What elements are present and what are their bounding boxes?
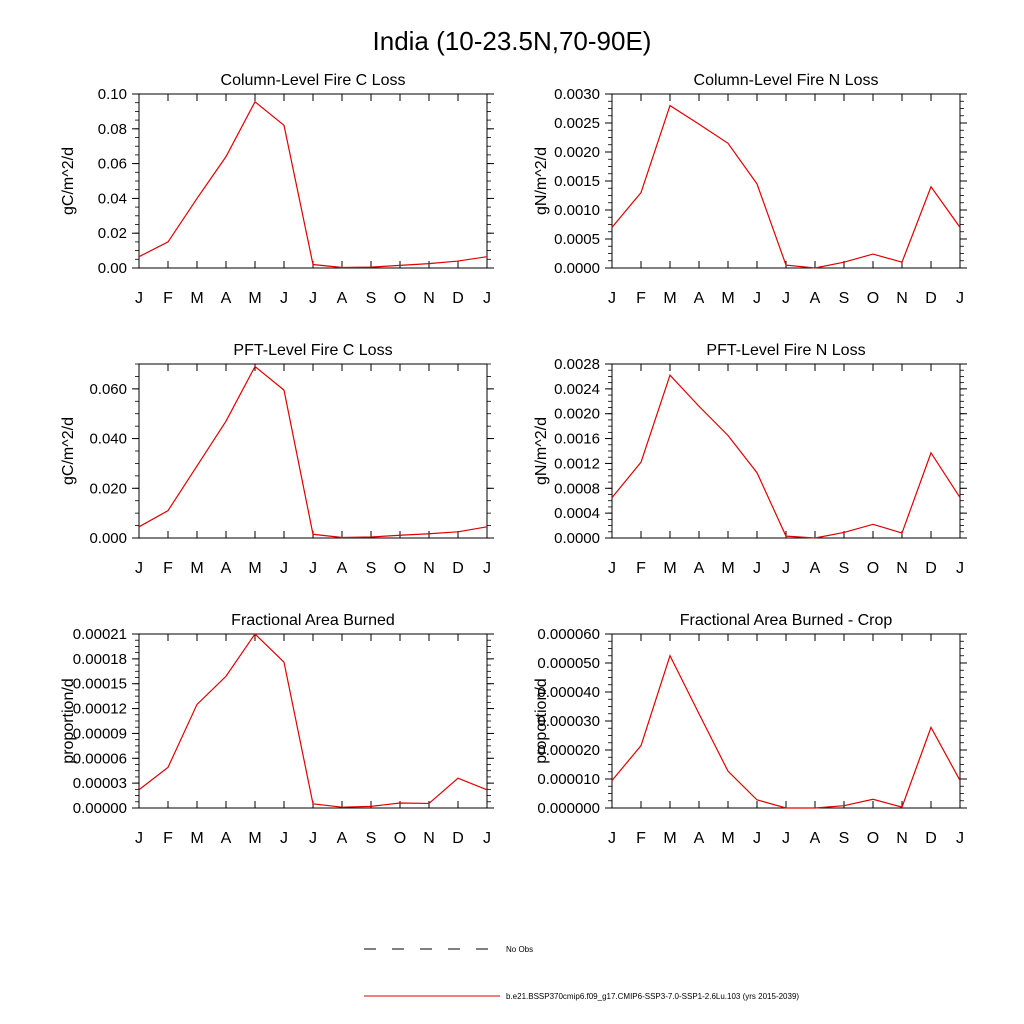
y-tick-label: 0.00012 bbox=[72, 700, 127, 718]
data-point bbox=[843, 804, 846, 807]
panel-1 bbox=[60, 72, 494, 307]
x-tick-label: M bbox=[190, 560, 204, 577]
x-tick-label: O bbox=[393, 560, 407, 577]
data-point bbox=[167, 509, 170, 512]
y-axis-label: proportion/d bbox=[60, 678, 77, 764]
data-point bbox=[196, 464, 199, 467]
data-point bbox=[196, 703, 199, 706]
data-point bbox=[138, 255, 141, 258]
y-tick-label: 0.020 bbox=[89, 480, 127, 498]
x-tick-label: N bbox=[896, 830, 908, 847]
y-tick-label: 0.0010 bbox=[554, 202, 600, 219]
y-axis-label: gN/m^2/d bbox=[533, 417, 550, 485]
panel-title: Fractional Area Burned bbox=[231, 612, 395, 629]
data-point bbox=[872, 798, 875, 801]
x-tick-label: S bbox=[838, 830, 850, 847]
plot-frame bbox=[612, 364, 960, 538]
data-point bbox=[959, 226, 962, 229]
y-tick-label: 0.0008 bbox=[554, 480, 600, 498]
panel-3 bbox=[60, 342, 494, 577]
legend-model-label: b.e21.BSSP370cmip6.f09_g17.CMIP6-SSP3-7.0-SSP1-2.6Lu.103 (yrs 2015-2039) bbox=[506, 992, 800, 1001]
x-tick-label: J bbox=[483, 830, 491, 847]
data-point bbox=[872, 253, 875, 256]
x-tick-label: J bbox=[135, 290, 143, 307]
x-tick-label: J bbox=[956, 830, 964, 847]
data-point bbox=[611, 779, 614, 782]
x-tick-label: J bbox=[135, 830, 143, 847]
y-tick-label: 0.000050 bbox=[537, 655, 600, 672]
data-point bbox=[785, 264, 788, 267]
y-tick-label: 0.00 bbox=[97, 260, 127, 277]
x-tick-label: N bbox=[896, 290, 908, 307]
x-tick-label: J bbox=[280, 560, 288, 577]
x-tick-label: M bbox=[721, 290, 735, 307]
data-point bbox=[225, 675, 228, 678]
panel-6 bbox=[533, 612, 967, 847]
data-point bbox=[698, 405, 701, 408]
x-tick-label: D bbox=[452, 290, 464, 307]
x-tick-label: A bbox=[809, 830, 821, 847]
data-point bbox=[225, 420, 228, 423]
y-tick-label: 0.000000 bbox=[537, 800, 600, 817]
x-tick-label: A bbox=[693, 830, 705, 847]
x-tick-label: J bbox=[782, 290, 790, 307]
x-tick-label: J bbox=[782, 830, 790, 847]
series-line bbox=[612, 106, 960, 268]
data-point bbox=[370, 805, 373, 808]
data-point bbox=[312, 802, 315, 805]
y-tick-label: 0.0020 bbox=[554, 144, 600, 161]
data-point bbox=[640, 461, 643, 464]
plot-frame bbox=[139, 364, 487, 538]
x-tick-label: J bbox=[753, 290, 761, 307]
x-tick-label: S bbox=[365, 560, 377, 577]
x-tick-label: A bbox=[336, 830, 348, 847]
y-tick-label: 0.0020 bbox=[554, 405, 600, 423]
y-axis-label: gN/m^2/d bbox=[533, 147, 550, 215]
x-tick-label: M bbox=[248, 290, 262, 307]
data-point bbox=[814, 267, 817, 270]
figure-title: India (10-23.5N,70-90E) bbox=[372, 26, 652, 56]
x-tick-label: O bbox=[866, 560, 880, 577]
y-tick-label: 0.00018 bbox=[72, 650, 127, 668]
data-point bbox=[727, 434, 730, 437]
data-point bbox=[312, 263, 315, 266]
x-tick-label: F bbox=[636, 290, 646, 307]
data-point bbox=[428, 262, 431, 265]
y-tick-label: 0.000 bbox=[89, 530, 127, 547]
data-point bbox=[457, 777, 460, 780]
data-point bbox=[196, 197, 199, 200]
data-point bbox=[428, 802, 431, 805]
x-tick-label: A bbox=[336, 290, 348, 307]
y-tick-label: 0.0012 bbox=[554, 455, 600, 473]
x-tick-label: D bbox=[452, 560, 464, 577]
data-point bbox=[486, 788, 489, 791]
x-tick-label: F bbox=[636, 560, 646, 577]
y-tick-label: 0.0028 bbox=[554, 356, 600, 373]
data-point bbox=[872, 523, 875, 526]
x-tick-label: D bbox=[925, 830, 937, 847]
x-tick-label: O bbox=[866, 830, 880, 847]
data-point bbox=[312, 533, 315, 536]
panels bbox=[60, 72, 967, 847]
x-tick-label: A bbox=[336, 560, 348, 577]
x-tick-label: J bbox=[608, 830, 616, 847]
y-tick-label: 0.000010 bbox=[537, 771, 600, 788]
plot-frame bbox=[612, 634, 960, 808]
y-axis-label: gC/m^2/d bbox=[60, 147, 77, 215]
data-point bbox=[640, 744, 643, 747]
x-tick-label: J bbox=[753, 560, 761, 577]
plot-frame bbox=[139, 94, 487, 268]
data-point bbox=[814, 807, 817, 810]
data-point bbox=[283, 124, 286, 127]
y-tick-label: 0.0000 bbox=[554, 530, 600, 547]
y-tick-label: 0.04 bbox=[97, 190, 127, 208]
data-point bbox=[843, 261, 846, 264]
y-tick-label: 0.0005 bbox=[554, 231, 600, 248]
panel-title: Fractional Area Burned - Crop bbox=[679, 612, 893, 629]
data-point bbox=[370, 266, 373, 269]
x-tick-label: J bbox=[309, 830, 317, 847]
data-point bbox=[399, 802, 402, 805]
x-tick-label: M bbox=[721, 560, 735, 577]
data-point bbox=[756, 471, 759, 474]
y-tick-label: 0.02 bbox=[97, 225, 127, 243]
data-point bbox=[399, 264, 402, 267]
y-tick-label: 0.0000 bbox=[554, 260, 600, 277]
legend-obs-label: No Obs bbox=[506, 945, 534, 954]
series-line bbox=[612, 375, 960, 538]
x-tick-label: S bbox=[365, 830, 377, 847]
x-tick-label: A bbox=[693, 290, 705, 307]
panel-4 bbox=[533, 342, 967, 577]
series-line bbox=[139, 366, 487, 537]
x-tick-label: S bbox=[838, 560, 850, 577]
panel-title: PFT-Level Fire C Loss bbox=[233, 342, 393, 359]
y-tick-label: 0.00015 bbox=[72, 675, 127, 693]
data-point bbox=[167, 766, 170, 769]
data-point bbox=[843, 531, 846, 534]
x-tick-label: S bbox=[365, 290, 377, 307]
data-point bbox=[930, 451, 933, 454]
y-tick-label: 0.060 bbox=[89, 380, 127, 398]
series-line bbox=[139, 634, 487, 807]
y-tick-label: 0.00000 bbox=[72, 800, 127, 817]
data-point bbox=[611, 496, 614, 499]
x-tick-label: M bbox=[663, 560, 677, 577]
x-tick-label: A bbox=[693, 560, 705, 577]
x-tick-label: F bbox=[163, 560, 173, 577]
y-tick-label: 0.000030 bbox=[537, 713, 600, 730]
data-point bbox=[901, 261, 904, 264]
y-tick-label: 0.0016 bbox=[554, 430, 600, 448]
y-tick-label: 0.00006 bbox=[72, 750, 127, 768]
data-point bbox=[399, 534, 402, 537]
x-tick-label: J bbox=[956, 560, 964, 577]
y-axis-label: proportion/d bbox=[533, 678, 550, 764]
data-point bbox=[167, 240, 170, 243]
y-tick-label: 0.0024 bbox=[554, 380, 600, 398]
x-tick-label: M bbox=[663, 830, 677, 847]
y-tick-label: 0.0025 bbox=[554, 115, 600, 132]
data-point bbox=[370, 536, 373, 539]
data-point bbox=[698, 123, 701, 126]
x-tick-label: J bbox=[608, 290, 616, 307]
data-point bbox=[756, 182, 759, 185]
data-point bbox=[254, 365, 257, 368]
x-tick-label: A bbox=[809, 290, 821, 307]
y-tick-label: 0.00009 bbox=[72, 725, 127, 743]
y-tick-label: 0.00003 bbox=[72, 775, 127, 793]
x-tick-label: M bbox=[190, 830, 204, 847]
data-point bbox=[283, 389, 286, 392]
x-tick-label: J bbox=[309, 290, 317, 307]
data-point bbox=[930, 185, 933, 188]
y-tick-label: 0.0015 bbox=[554, 173, 600, 190]
y-tick-label: 0.10 bbox=[97, 86, 127, 103]
data-point bbox=[901, 806, 904, 809]
data-point bbox=[428, 532, 431, 535]
data-point bbox=[669, 374, 672, 377]
panel-5 bbox=[60, 612, 494, 847]
x-tick-label: J bbox=[280, 830, 288, 847]
data-point bbox=[901, 532, 904, 535]
x-tick-label: M bbox=[190, 290, 204, 307]
x-tick-label: D bbox=[925, 290, 937, 307]
panel-title: PFT-Level Fire N Loss bbox=[706, 342, 866, 359]
data-point bbox=[283, 661, 286, 664]
data-point bbox=[611, 226, 614, 229]
data-point bbox=[756, 798, 759, 801]
x-tick-label: N bbox=[896, 560, 908, 577]
x-tick-label: A bbox=[220, 290, 232, 307]
panel-title: Column-Level Fire C Loss bbox=[220, 72, 406, 89]
data-point bbox=[959, 779, 962, 782]
data-point bbox=[138, 788, 141, 791]
x-tick-label: D bbox=[925, 560, 937, 577]
y-axis-label: gC/m^2/d bbox=[60, 417, 77, 485]
data-point bbox=[930, 726, 933, 729]
y-tick-label: 0.000020 bbox=[537, 742, 600, 759]
x-tick-label: N bbox=[423, 560, 435, 577]
y-tick-label: 0.000060 bbox=[537, 626, 600, 643]
data-point bbox=[727, 142, 730, 145]
x-tick-label: O bbox=[393, 830, 407, 847]
x-tick-label: J bbox=[782, 560, 790, 577]
x-tick-label: A bbox=[220, 830, 232, 847]
x-tick-label: J bbox=[483, 290, 491, 307]
x-tick-label: M bbox=[248, 830, 262, 847]
y-tick-label: 0.00021 bbox=[72, 626, 127, 643]
x-tick-label: F bbox=[163, 290, 173, 307]
data-point bbox=[486, 525, 489, 528]
data-point bbox=[959, 496, 962, 499]
data-point bbox=[669, 654, 672, 657]
x-tick-label: J bbox=[753, 830, 761, 847]
x-tick-label: J bbox=[956, 290, 964, 307]
data-point bbox=[486, 255, 489, 258]
panel-title: Column-Level Fire N Loss bbox=[693, 72, 879, 89]
y-tick-label: 0.040 bbox=[89, 430, 127, 448]
data-point bbox=[457, 260, 460, 263]
y-tick-label: 0.0004 bbox=[554, 505, 600, 523]
x-tick-label: M bbox=[663, 290, 677, 307]
data-point bbox=[254, 633, 257, 636]
data-point bbox=[225, 155, 228, 158]
x-tick-label: M bbox=[721, 830, 735, 847]
y-tick-label: 0.06 bbox=[97, 155, 127, 173]
x-tick-label: J bbox=[280, 290, 288, 307]
x-tick-label: N bbox=[423, 290, 435, 307]
plot-frame bbox=[139, 634, 487, 808]
data-point bbox=[785, 807, 788, 810]
x-tick-label: N bbox=[423, 830, 435, 847]
y-tick-label: 0.000040 bbox=[537, 684, 600, 701]
data-point bbox=[138, 525, 141, 528]
x-tick-label: F bbox=[636, 830, 646, 847]
x-tick-label: A bbox=[809, 560, 821, 577]
y-tick-label: 0.08 bbox=[97, 120, 127, 138]
x-tick-label: A bbox=[220, 560, 232, 577]
data-point bbox=[814, 537, 817, 540]
x-tick-label: O bbox=[393, 290, 407, 307]
x-tick-label: D bbox=[452, 830, 464, 847]
x-tick-label: O bbox=[866, 290, 880, 307]
series-line bbox=[139, 102, 487, 268]
data-point bbox=[727, 770, 730, 773]
data-point bbox=[341, 806, 344, 809]
data-point bbox=[698, 712, 701, 715]
x-tick-label: J bbox=[608, 560, 616, 577]
data-point bbox=[640, 191, 643, 194]
data-point bbox=[341, 266, 344, 269]
data-point bbox=[457, 530, 460, 533]
y-tick-label: 0.0030 bbox=[554, 86, 600, 103]
x-tick-label: M bbox=[248, 560, 262, 577]
data-point bbox=[669, 104, 672, 107]
plot-frame bbox=[612, 94, 960, 268]
panel-2 bbox=[533, 72, 967, 307]
data-point bbox=[254, 100, 257, 103]
x-tick-label: J bbox=[483, 560, 491, 577]
data-point bbox=[785, 535, 788, 538]
x-tick-label: J bbox=[309, 560, 317, 577]
data-point bbox=[341, 536, 344, 539]
legend bbox=[364, 945, 799, 1001]
x-tick-label: J bbox=[135, 560, 143, 577]
x-tick-label: F bbox=[163, 830, 173, 847]
x-tick-label: S bbox=[838, 290, 850, 307]
series-line bbox=[612, 656, 960, 808]
